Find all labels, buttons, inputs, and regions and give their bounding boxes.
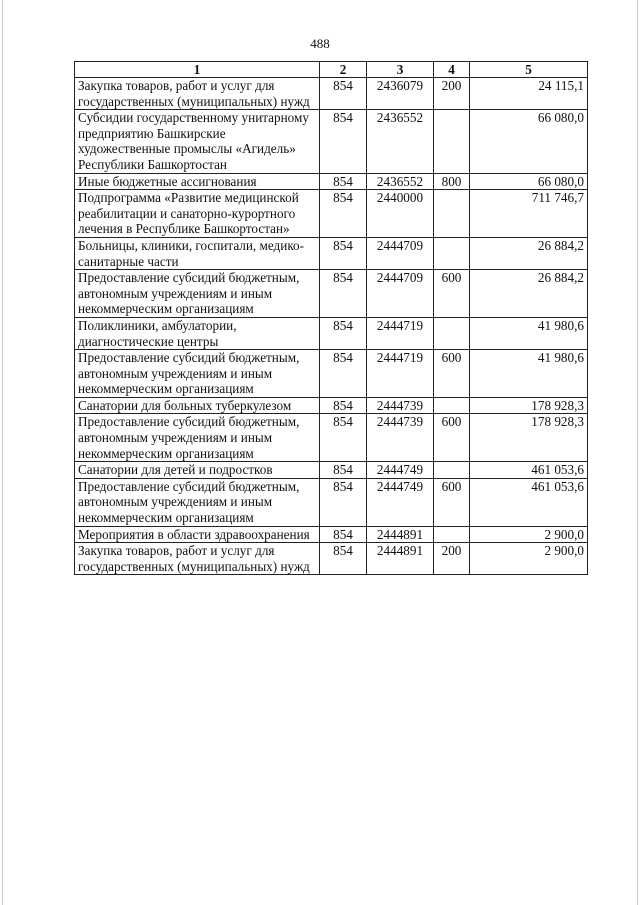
row-target-code: 2440000 xyxy=(367,190,434,238)
page-number: 488 xyxy=(310,36,330,51)
row-expense-code xyxy=(434,237,470,269)
row-amount: 66 080,0 xyxy=(470,110,588,173)
row-amount: 26 884,2 xyxy=(470,237,588,269)
table-row xyxy=(75,543,588,575)
row-expense-code: 600 xyxy=(434,414,470,462)
row-expense-code xyxy=(434,462,470,479)
row-name: Мероприятия в области здравоохранения xyxy=(75,526,320,543)
row-amount: 2 900,0 xyxy=(470,526,588,543)
table-row xyxy=(75,397,588,414)
row-amount: 24 115,1 xyxy=(470,78,588,110)
table-row xyxy=(75,317,588,349)
row-amount: 461 053,6 xyxy=(470,478,588,526)
row-ministry-code: 854 xyxy=(320,270,367,318)
table-row xyxy=(75,190,588,238)
table-row xyxy=(75,78,588,110)
row-ministry-code: 854 xyxy=(320,110,367,173)
row-target-code: 2436552 xyxy=(367,173,434,190)
header-col-1: 1 xyxy=(75,62,320,78)
row-target-code: 2444891 xyxy=(367,526,434,543)
table-row xyxy=(75,173,588,190)
table-header-row xyxy=(75,62,588,78)
row-name: Подпрограмма «Развитие медицинской реабилитации и санаторно-курортного лечения в Республике Башкортостан» xyxy=(75,190,320,238)
row-expense-code xyxy=(434,190,470,238)
row-name: Санатории для детей и подростков xyxy=(75,462,320,479)
row-ministry-code: 854 xyxy=(320,173,367,190)
row-ministry-code: 854 xyxy=(320,317,367,349)
row-target-code: 2436552 xyxy=(367,110,434,173)
row-expense-code: 800 xyxy=(434,173,470,190)
row-name: Предоставление субсидий бюджетным, автономным учреждениям и иным некоммерческим организациям xyxy=(75,270,320,318)
row-name: Поликлиники, амбулатории, диагностические центры xyxy=(75,317,320,349)
budget-table xyxy=(74,61,588,575)
row-target-code: 2444719 xyxy=(367,350,434,398)
row-amount: 26 884,2 xyxy=(470,270,588,318)
row-target-code: 2444719 xyxy=(367,317,434,349)
table-row xyxy=(75,270,588,318)
table-row xyxy=(75,110,588,173)
scan-edge-left xyxy=(2,0,3,905)
row-name: Предоставление субсидий бюджетным, автономным учреждениям и иным некоммерческим организациям xyxy=(75,350,320,398)
table-row xyxy=(75,237,588,269)
header-col-5: 5 xyxy=(470,62,588,78)
row-expense-code: 600 xyxy=(434,478,470,526)
row-expense-code: 200 xyxy=(434,78,470,110)
row-target-code: 2444739 xyxy=(367,397,434,414)
table-row xyxy=(75,350,588,398)
row-ministry-code: 854 xyxy=(320,397,367,414)
row-amount: 178 928,3 xyxy=(470,397,588,414)
row-ministry-code: 854 xyxy=(320,543,367,575)
row-ministry-code: 854 xyxy=(320,462,367,479)
row-name: Предоставление субсидий бюджетным, автономным учреждениям и иным некоммерческим организациям xyxy=(75,414,320,462)
row-name: Предоставление субсидий бюджетным, автономным учреждениям и иным некоммерческим организациям xyxy=(75,478,320,526)
row-expense-code xyxy=(434,110,470,173)
row-expense-code: 600 xyxy=(434,270,470,318)
row-amount: 461 053,6 xyxy=(470,462,588,479)
row-amount: 41 980,6 xyxy=(470,350,588,398)
row-amount: 66 080,0 xyxy=(470,173,588,190)
table-row xyxy=(75,526,588,543)
row-name: Субсидии государственному унитарному предприятию Башкирские художественные промыслы «Агидель» Республики Башкортостан xyxy=(75,110,320,173)
table-row xyxy=(75,414,588,462)
row-amount: 178 928,3 xyxy=(470,414,588,462)
row-name: Закупка товаров, работ и услуг для государственных (муниципальных) нужд xyxy=(75,543,320,575)
header-col-3: 3 xyxy=(367,62,434,78)
scan-edge-right xyxy=(637,0,638,905)
row-ministry-code: 854 xyxy=(320,350,367,398)
row-target-code: 2436079 xyxy=(367,78,434,110)
row-target-code: 2444709 xyxy=(367,270,434,318)
row-name: Закупка товаров, работ и услуг для государственных (муниципальных) нужд xyxy=(75,78,320,110)
row-target-code: 2444739 xyxy=(367,414,434,462)
row-ministry-code: 854 xyxy=(320,526,367,543)
row-target-code: 2444749 xyxy=(367,478,434,526)
row-name: Иные бюджетные ассигнования xyxy=(75,173,320,190)
row-expense-code xyxy=(434,526,470,543)
header-col-4: 4 xyxy=(434,62,470,78)
row-expense-code xyxy=(434,397,470,414)
table-row xyxy=(75,478,588,526)
row-ministry-code: 854 xyxy=(320,190,367,238)
row-target-code: 2444891 xyxy=(367,543,434,575)
row-target-code: 2444749 xyxy=(367,462,434,479)
row-amount: 2 900,0 xyxy=(470,543,588,575)
row-expense-code: 200 xyxy=(434,543,470,575)
row-name: Санатории для больных туберкулезом xyxy=(75,397,320,414)
table-row xyxy=(75,462,588,479)
row-name: Больницы, клиники, госпитали, медико-санитарные части xyxy=(75,237,320,269)
row-ministry-code: 854 xyxy=(320,414,367,462)
row-expense-code: 600 xyxy=(434,350,470,398)
row-ministry-code: 854 xyxy=(320,78,367,110)
row-ministry-code: 854 xyxy=(320,478,367,526)
row-amount: 711 746,7 xyxy=(470,190,588,238)
row-expense-code xyxy=(434,317,470,349)
header-col-2: 2 xyxy=(320,62,367,78)
row-target-code: 2444709 xyxy=(367,237,434,269)
row-ministry-code: 854 xyxy=(320,237,367,269)
row-amount: 41 980,6 xyxy=(470,317,588,349)
